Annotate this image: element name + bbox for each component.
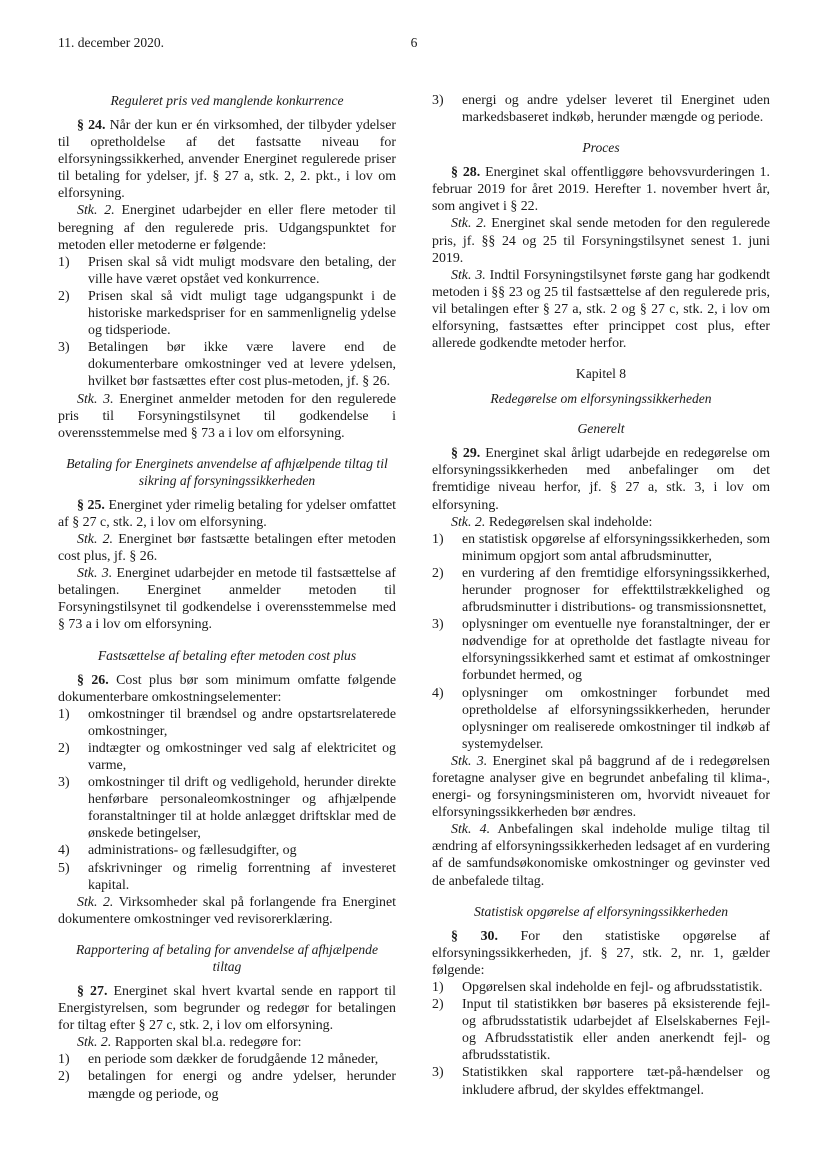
list-marker: 3) <box>432 1065 444 1081</box>
paragraph-24-stk3 <box>58 391 396 442</box>
list-item <box>432 996 770 1064</box>
list-item-text: indtægter og omkostninger ved salg af elektricitet og varme, <box>88 740 396 773</box>
list-item <box>58 740 396 774</box>
section-heading-fastsaettelse-cost-plus: Fastsættelse af betaling efter metoden cost plus <box>97 647 357 663</box>
paragraph-27-text: Energinet skal hvert kvartal sende en rapport til Energistyrelsen, som begrunder og redegør for betalingen for tiltag efter § 27 c, stk. 2, i lov om elforsyning. <box>58 983 397 1034</box>
paragraph-25 <box>58 497 396 531</box>
list-marker: 3) <box>58 340 70 356</box>
document-date: 11. december 2020. <box>58 35 164 50</box>
paragraph-30-text: For den statistiske opgørelse af elforsyningssikkerheden, jf. § 27, stk. 2, nr. 1, gælder følgende: <box>432 928 770 978</box>
section-heading-rapportering: Rapportering af betaling for anvendelse af afhjælpende tiltag <box>75 941 379 974</box>
paragraph-29 <box>432 445 770 513</box>
list-item <box>58 1051 396 1068</box>
list-item <box>58 339 396 390</box>
paragraph-27-stk2 <box>58 1034 396 1051</box>
list-item-text: Opgørelsen skal indeholde en fejl- og afbrudsstatistik. <box>462 979 763 995</box>
paragraph-25-text: Energinet yder rimelig betaling for ydelser omfattet af § 27 c, stk. 2, i lov om elforsyning. <box>58 497 397 530</box>
list-item <box>58 706 396 740</box>
list-item <box>432 92 770 126</box>
list-item-text: afskrivninger og rimelig forrentning af investeret kapital. <box>88 860 396 893</box>
list-item-text: Prisen skal så vidt muligt modsvare den betaling, der ville have været opstået ved konkurrence. <box>88 254 396 287</box>
section-heading-betaling-afhjaelpende: Betaling for Energinets anvendelse af afhjælpende tiltag til sikring af forsyningssikkerheden <box>66 455 388 488</box>
list-item-text: betalingen for energi og andre ydelser, herunder mængde og periode, og <box>88 1069 396 1102</box>
paragraph-26-text: Cost plus bør som minimum omfatte følgende dokumenterbare omkostningselementer: <box>58 672 397 705</box>
paragraph-27 <box>58 983 396 1034</box>
paragraph-29-stk2-text: Redegørelsen skal indeholde: <box>485 514 653 530</box>
list-item <box>58 774 396 842</box>
paragraph-24-stk3-text: Energinet anmelder metoden for den regulerede pris til Forsyningstilsynet til godkendelse i overensstemmelse med § 73 a i lov om elforsyning. <box>58 391 396 441</box>
list-item <box>432 531 770 565</box>
paragraph-30 <box>432 928 770 979</box>
section-heading-proces: Proces <box>582 140 620 156</box>
list-marker: 1) <box>58 1052 70 1068</box>
list-item-text: Prisen skal så vidt muligt tage udgangspunkt i de historiske markedspriser for en sammenlignelig ydelse og tidsperiode. <box>88 288 396 339</box>
list-marker: 4) <box>58 843 70 859</box>
list-item <box>432 979 770 996</box>
paragraph-29-stk4-text: Anbefalingen skal indeholde mulige tiltag til ændring af elforsyningssikkerheden ledsaget af en vurdering af de samfundsøkonomiske omkostninger og gevinster ved de anbefalede tiltag. <box>432 822 770 889</box>
stk-label-28-2: Stk. 2. <box>451 216 487 232</box>
stk-label-29-2: Stk. 2. <box>451 514 486 530</box>
list-paragraph-26 <box>58 706 396 894</box>
list-paragraph-24 <box>58 254 396 391</box>
list-item <box>432 1064 770 1098</box>
list-marker: 3) <box>58 775 70 791</box>
stk-label-24-2: Stk. 2. <box>77 203 115 219</box>
paragraph-29-stk2 <box>432 514 770 531</box>
paragraph-25-stk3-text: Energinet udarbejder en metode til fastsættelse af betalingen. Energinet anmelder metoden til Forsyningstilsynet til godkendelse i overensstemmelse med § 73 a i lov om elforsyning. <box>58 566 396 633</box>
list-item-text: en statistisk opgørelse af elforsyningssikkerheden, som minimum opgjort som antal afbrudsminutter, <box>462 531 770 564</box>
stk-label-24-3: Stk. 3. <box>77 391 114 407</box>
paragraph-28-text: Energinet skal offentliggøre behovsvurderingen 1. februar 2019 for året 2019. Herefter 1. november hvert år, som angivet i § 22. <box>432 165 770 215</box>
section-number-28: § 28. <box>451 165 481 181</box>
list-item-text: omkostninger til brændsel og andre opstartsrelaterede omkostninger, <box>88 706 396 739</box>
list-paragraph-29 <box>432 531 770 753</box>
section-heading-reguleret-pris: Reguleret pris ved manglende konkurrence <box>110 93 344 108</box>
list-marker: 1) <box>432 979 444 995</box>
section-number-29: § 29. <box>451 446 481 462</box>
paragraph-29-stk3 <box>432 753 770 821</box>
stk-label-29-3: Stk. 3. <box>451 753 488 769</box>
stk-label-27-2: Stk. 2. <box>77 1035 112 1051</box>
list-marker: 4) <box>432 685 444 701</box>
list-item-text: omkostninger til drift og vedligehold, herunder direkte henførbare personaleomkostninger og afhjælpende foranstaltninger til at holde anlægget driftsklar med de ønskede betingelser, <box>88 775 396 842</box>
list-item-text: energi og andre ydelser leveret til Energinet uden markedsbaseret indkøb, herunder mængde og periode. <box>462 93 770 126</box>
paragraph-25-stk2 <box>58 531 396 565</box>
list-marker: 2) <box>432 997 444 1013</box>
paragraph-28-stk2-text: Energinet skal sende metoden for den regulerede pris, jf. §§ 24 og 25 til Forsyningstilsynet senest 1. juni 2019. <box>432 216 770 266</box>
list-marker: 5) <box>58 860 70 876</box>
chapter-heading: Kapitel 8 <box>575 366 627 382</box>
list-item <box>58 254 396 288</box>
paragraph-25-stk3 <box>58 565 396 633</box>
stk-label-26-2: Stk. 2. <box>77 894 114 910</box>
paragraph-28-stk3 <box>432 267 770 352</box>
section-number-24: § 24. <box>77 118 106 133</box>
stk-label-29-4: Stk. 4. <box>451 822 491 838</box>
list-item-text: oplysninger om eventuelle nye foranstaltninger, der er nødvendige for at opretholde det fastlagte niveau for elforsyningssikkerhed samt et estimat af omkostninger forbundet hermed, og <box>462 617 770 684</box>
page-number: 6 <box>410 35 418 50</box>
list-paragraph-27 <box>58 1051 396 1102</box>
paragraph-24-text: Når der kun er én virksomhed, der tilbyder ydelser til opretholdelse af det fastsatte niveau for elforsyningssikkerhed, anvender Energinet regulerede priser til betaling for ydelser, jf. § 27 a, stk. 2, 2. pkt., i lov om elforsyning. <box>58 118 396 202</box>
list-item-text: en vurdering af den fremtidige elforsyningssikkerhed, herunder prognoser for effekttilstrækkelighed og afbrudsminutter i distributions- og transmissionsnettet, <box>462 565 770 616</box>
stk-label-25-3: Stk. 3. <box>77 566 113 582</box>
paragraph-26-stk2-text: Virksomheder skal på forlangende fra Energinet dokumentere omkostninger ved revisorerklæring. <box>58 894 396 927</box>
stk-label-25-2: Stk. 2. <box>77 531 114 547</box>
list-item-text: Input til statistikken bør baseres på eksisterende fejl- og afbrudsstatistik udarbejdet af Elselskabernes Fejl- og Afbrudsstatistik eller anden anerkendt fejl- og afbrudsstatistik. <box>462 997 770 1064</box>
list-item-text: Betalingen bør ikke være lavere end de dokumenterbare omkostninger ved at levere ydelsen, hvilket bør fastsættes efter cost plus-metoden, jf. § 26. <box>88 340 396 390</box>
paragraph-29-stk4 <box>432 821 770 889</box>
paragraph-25-stk2-text: Energinet bør fastsætte betalingen efter metoden cost plus, jf. § 26. <box>58 531 396 565</box>
paragraph-26-stk2 <box>58 894 396 928</box>
list-item <box>432 685 770 753</box>
list-marker: 2) <box>58 288 70 304</box>
section-number-26: § 26. <box>77 672 109 688</box>
right-column <box>432 92 770 1103</box>
running-head <box>58 34 770 52</box>
list-paragraph-27-continued <box>432 92 770 126</box>
chapter-title: Redegørelse om elforsyningssikkerheden <box>490 391 712 407</box>
paragraph-24 <box>58 117 396 202</box>
list-marker: 3) <box>432 617 444 633</box>
list-item <box>58 842 396 859</box>
list-marker: 1) <box>58 254 70 270</box>
paragraph-28-stk2 <box>432 215 770 266</box>
paragraph-28 <box>432 164 770 215</box>
list-marker: 2) <box>58 1069 70 1085</box>
list-marker: 1) <box>432 531 444 547</box>
list-item <box>58 860 396 894</box>
list-marker: 2) <box>432 565 444 581</box>
section-heading-statistisk-opgoerelse: Statistisk opgørelse af elforsyningssikkerheden <box>473 903 729 919</box>
paragraph-29-text: Energinet skal årligt udarbejde en redegørelse om elforsyningssikkerheden med anbefalinger om det fremtidige niveau herfor, jf. § 27 a, stk. 3, i lov om elforsyning. <box>432 446 770 513</box>
list-item-text: Statistikken skal rapportere tæt-på-hændelser og inkludere afbrud, der skyldes effektmangel. <box>462 1065 770 1098</box>
list-marker: 1) <box>58 706 70 722</box>
paragraph-24-stk2-text: Energinet udarbejder en eller flere metoder til beregning af den regulerede pris. Udgangspunktet for metoden eller metoderne er følgende: <box>58 203 396 253</box>
list-paragraph-30 <box>432 979 770 1099</box>
section-number-25: § 25. <box>77 497 105 513</box>
list-item <box>432 616 770 684</box>
paragraph-26 <box>58 672 396 706</box>
section-heading-generelt: Generelt <box>577 421 625 437</box>
stk-label-28-3: Stk. 3. <box>451 267 486 283</box>
list-item-text: oplysninger om omkostninger forbundet med opretholdelse af elforsyningssikkerheden, herunder oplysninger om realiserede omkostninger til indkøb af systemydelser. <box>462 685 770 752</box>
list-item <box>58 288 396 339</box>
left-column <box>58 92 396 1103</box>
list-item <box>432 565 770 616</box>
list-marker: 3) <box>432 93 444 108</box>
section-number-30: § 30. <box>451 928 498 944</box>
list-item <box>58 1068 396 1102</box>
paragraph-24-stk2 <box>58 202 396 253</box>
section-number-27: § 27. <box>77 983 108 999</box>
two-column-body <box>58 92 770 1103</box>
list-item-text: administrations- og fællesudgifter, og <box>88 843 297 859</box>
paragraph-28-stk3-text: Indtil Forsyningstilsynet første gang har godkendt metoden i §§ 23 og 25 til fastsættelse af den regulerede pris, vil betalingen efter § 27 a, stk. 2 og § 27 c, stk. 2, i lov om elforsyning, fastsættes efter princippet cost plus, efter allerede godkendte metoder herfor. <box>432 267 770 352</box>
paragraph-27-stk2-text: Rapporten skal bl.a. redegøre for: <box>111 1035 302 1051</box>
list-marker: 2) <box>58 740 70 756</box>
paragraph-29-stk3-text: Energinet skal på baggrund af de i redegørelsen foretagne analyser give en begrundet anbefaling til klima-, energi- og forsyningsministeren om, hvorvidt niveauet for elforsyningssikkerheden bør ændres. <box>432 753 770 821</box>
list-item-text: en periode som dækker de forudgående 12 måneder, <box>88 1052 379 1068</box>
